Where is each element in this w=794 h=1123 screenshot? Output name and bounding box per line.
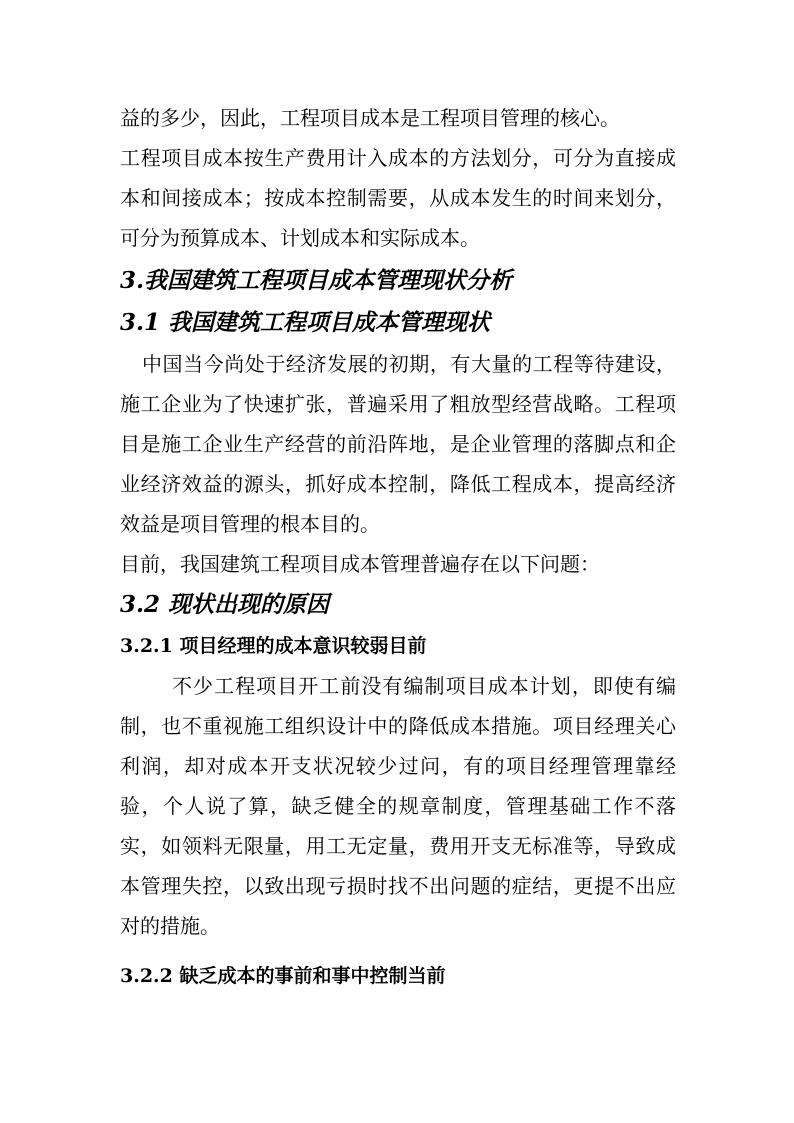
section-heading-3: 3.我国建筑工程项目成本管理现状分析 — [120, 267, 513, 294]
section-heading-3-1: 3.1 我国建筑工程项目成本管理现状 — [120, 309, 491, 336]
paragraph-manager-awareness: 不少工程项目开工前没有编制项目成本计划，即使有编制，也不重视施工组织设计中的降低成本措施。项目经理关心利润，却对成本开支状况较少过问，有的项目经理管理靠经验，个人说了算，缺乏健全的规章制度，管理基础工作不落实，如领料无限量，用工无定量，费用开支无标准等，导致成本管理失控，以致出现亏损时找不出问题的症结，更提不出应对的措施。 — [120, 674, 676, 938]
section-heading-3-2-1: 3.2.1 项目经理的成本意识较弱目前 — [120, 635, 427, 657]
paragraph-current-status: 中国当今尚处于经济发展的初期，有大量的工程等待建设，施工企业为了快速扩张，普遍采用了粗放型经营战略。工程项目是施工企业生产经营的前沿阵地，是企业管理的落脚点和企业经济效益的源头，抓好成本控制，降低工程成本，提高经济效益是项目管理的根本目的。 — [120, 352, 676, 536]
paragraph-continuation: 益的多少，因此，工程项目成本是工程项目管理的核心。 — [120, 106, 620, 130]
paragraph-cost-classification: 工程项目成本按生产费用计入成本的方法划分，可分为直接成本和间接成本；按成本控制需要，从成本发生的时间来划分，可分为预算成本、计划成本和实际成本。 — [120, 146, 676, 250]
section-heading-3-2: 3.2 现状出现的原因 — [120, 591, 330, 618]
document-body — [120, 98, 676, 996]
paragraph-problems-intro: 目前，我国建筑工程项目成本管理普遍存在以下问题： — [120, 552, 600, 576]
section-heading-3-2-2: 3.2.2 缺乏成本的事前和事中控制当前 — [120, 965, 446, 987]
